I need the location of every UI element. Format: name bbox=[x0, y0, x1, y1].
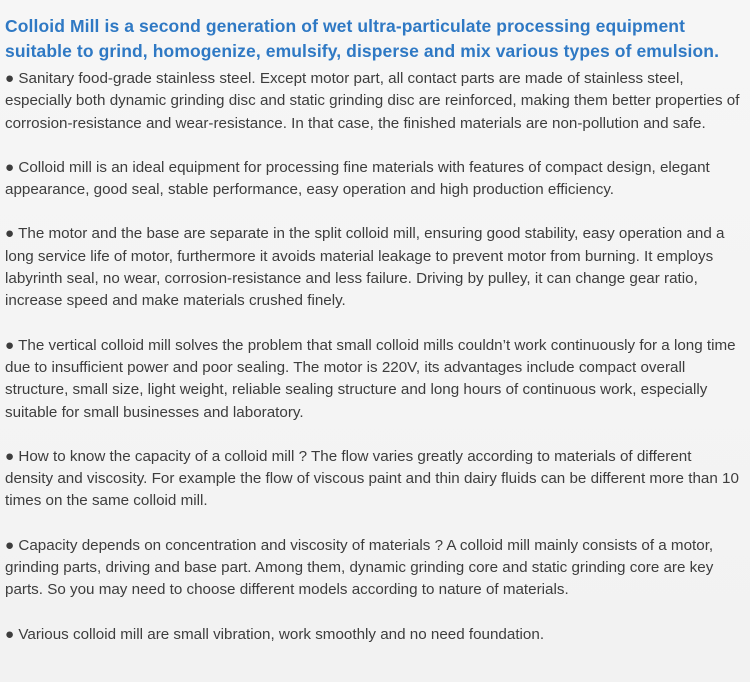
feature-paragraph-split-mill: ● The motor and the base are separate in the split colloid mill, ensuring good stability, easy operation and a long service life of motor, furthermore it avoids material leakage to prevent motor from burning. It employs labyrinth seal, no wear, corrosion-resistance and less failure. Driving by pulley, it can change gear ratio, increase speed and make materials crushed finely. bbox=[5, 225, 725, 310]
feature-paragraph-capacity-parts: ● Capacity depends on concentration and viscosity of materials ? A colloid mill mainly consists of a motor, grinding parts, driving and base part. Among them, dynamic grinding core and static grinding core are key parts. So you may need to choose different models according to nature of materials. bbox=[5, 536, 714, 599]
page-title: Colloid Mill is a second generation of wet ultra-particulate processing equipment suitable to grind, homogenize, emulsify, disperse and mix various types of emulsion. bbox=[5, 16, 720, 61]
feature-paragraph-vertical-mill: ● The vertical colloid mill solves the problem that small colloid mills couldn’t work continuously for a long time due to insufficient power and poor sealing. The motor is 220V, its advantages include compact overall structure, small size, light weight, reliable sealing structure and long hours of continuous work, especially suitable for small businesses and laboratory. bbox=[5, 336, 736, 421]
feature-paragraph-capacity-flow: ● How to know the capacity of a colloid mill ? The flow varies greatly according to materials of different density and viscosity. For example the flow of viscous paint and thin dairy fluids can be different more than 10 times on the same colloid mill. bbox=[5, 447, 739, 510]
feature-paragraph-vibration: ● Various colloid mill are small vibration, work smoothly and no need foundation. bbox=[5, 625, 545, 643]
feature-paragraph-sanitary-steel: ● Sanitary food-grade stainless steel. Except motor part, all contact parts are made of stainless steel, especially both dynamic grinding disc and static grinding disc are reinforced, making them better properties of corrosion-resistance and wear-resistance. In that case, the finished materials are non-pollution and safe. bbox=[5, 70, 740, 132]
feature-paragraph-ideal-equipment: ● Colloid mill is an ideal equipment for processing fine materials with features of compact design, elegant appearance, good seal, stable performance, easy operation and high production efficiency. bbox=[5, 158, 710, 199]
